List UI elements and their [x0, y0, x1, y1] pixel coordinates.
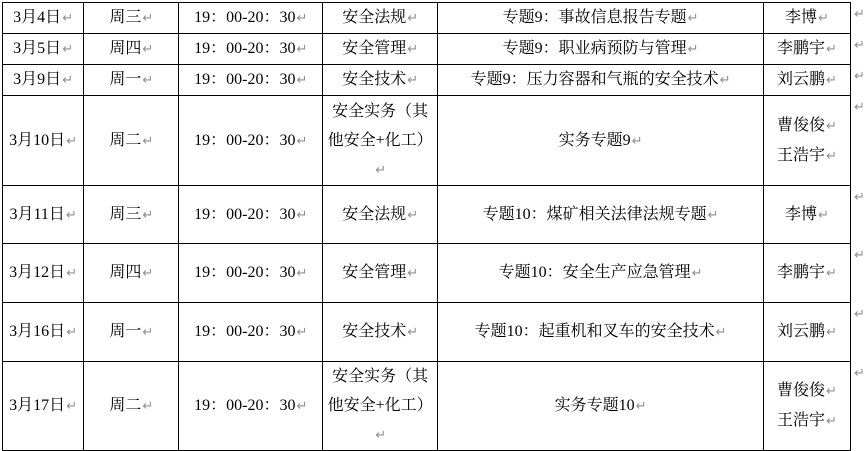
cell-line	[5, 317, 81, 347]
row-end-area	[851, 303, 866, 362]
time-cell	[179, 34, 323, 65]
cell-line	[766, 111, 848, 141]
row-end-area	[851, 362, 866, 451]
cell-text: 李博	[784, 205, 817, 223]
topic-cell	[438, 244, 764, 303]
cell-text: 3月16日	[9, 323, 66, 340]
end-of-cell-mark: ↵	[142, 133, 154, 149]
cell-text: 19：00-20：30	[194, 264, 296, 281]
cell-text: 19：00-20：30	[194, 9, 296, 26]
table-row	[3, 34, 866, 65]
table-row	[3, 3, 866, 34]
teacher-cell	[763, 303, 850, 362]
teacher-cell	[763, 3, 850, 34]
end-of-cell-mark: ↵	[825, 414, 837, 429]
cell-line	[325, 258, 435, 288]
cell-text: 19：00-20：30	[194, 71, 296, 88]
time-cell	[179, 362, 323, 451]
end-of-cell-mark: ↵	[407, 207, 419, 223]
cell-text: 李鹏宇	[776, 40, 825, 57]
date-cell	[3, 96, 84, 186]
weekday-cell	[84, 186, 179, 244]
cell-line	[181, 3, 320, 33]
cell-line	[325, 362, 435, 450]
cell-line	[5, 126, 81, 156]
row-end-area	[851, 34, 866, 65]
cell-text: 专题9：职业病预防与管理	[502, 40, 687, 57]
date-cell	[3, 303, 84, 362]
cell-text: 曹俊俊	[776, 382, 825, 399]
cell-text: 安全管理	[342, 264, 407, 281]
end-of-cell-mark: ↵	[825, 118, 837, 134]
cell-text: 19：00-20：30	[194, 397, 296, 414]
end-of-cell-mark: ↵	[407, 42, 419, 57]
subject-cell	[323, 96, 438, 186]
cell-text: 19：00-20：30	[194, 323, 296, 340]
cell-line	[325, 200, 435, 230]
cell-text: 刘云鹏	[776, 71, 825, 88]
cell-line	[325, 317, 435, 347]
row-end-area	[851, 96, 866, 186]
weekday-cell	[84, 96, 179, 186]
cell-line	[5, 391, 81, 421]
cell-line	[181, 317, 320, 347]
cell-line	[766, 200, 848, 230]
cell-text: 3月17日	[9, 397, 66, 414]
date-cell	[3, 34, 84, 65]
cell-line	[325, 65, 435, 95]
weekday-cell	[84, 244, 179, 303]
cell-text: 周二	[109, 131, 142, 149]
cell-text: 王浩宇	[776, 412, 825, 429]
end-of-cell-mark: ↵	[407, 11, 419, 26]
topic-cell	[438, 3, 764, 34]
time-cell	[179, 244, 323, 303]
topic-cell	[438, 96, 764, 186]
end-of-cell-mark: ↵	[62, 73, 74, 88]
end-of-cell-mark: ↵	[142, 399, 154, 414]
cell-text: 安全技术	[342, 71, 407, 88]
end-of-cell-mark: ↵	[296, 11, 308, 26]
end-of-cell-mark: ↵	[142, 11, 154, 26]
cell-line	[440, 200, 761, 230]
time-cell	[179, 65, 323, 96]
row-end-area	[851, 3, 866, 34]
weekday-cell	[84, 3, 179, 34]
table-row	[3, 244, 866, 303]
cell-line	[86, 34, 176, 64]
end-of-cell-mark: ↵	[375, 162, 387, 178]
end-of-row-mark: ↵	[854, 189, 865, 205]
date-cell	[3, 362, 84, 451]
time-cell	[179, 3, 323, 34]
cell-text: 19：00-20：30	[194, 40, 296, 57]
cell-line	[5, 3, 81, 33]
end-of-cell-mark: ↵	[66, 325, 78, 340]
row-end-area	[851, 65, 866, 96]
cell-line	[440, 65, 761, 95]
cell-text: 李鹏宇	[776, 264, 825, 281]
table-row	[3, 303, 866, 362]
weekday-cell	[84, 65, 179, 96]
cell-line	[86, 391, 176, 421]
cell-text: 专题9：压力容器和气瓶的安全技术	[470, 71, 719, 88]
cell-text: 安全技术	[342, 323, 407, 340]
end-of-cell-mark: ↵	[817, 11, 829, 26]
cell-line	[766, 258, 848, 288]
teacher-cell	[763, 186, 850, 244]
table-row	[3, 65, 866, 96]
cell-text: 曹俊俊	[776, 116, 825, 134]
end-of-cell-mark: ↵	[825, 384, 837, 399]
topic-cell	[438, 65, 764, 96]
cell-line	[86, 3, 176, 33]
cell-text: 3月4日	[13, 9, 62, 26]
cell-line	[440, 34, 761, 64]
cell-text: 安全管理	[342, 40, 407, 57]
cell-text: 安全实务（其他安全+化工）	[327, 368, 433, 414]
end-of-cell-mark: ↵	[62, 42, 74, 57]
cell-line	[86, 317, 176, 347]
end-of-cell-mark: ↵	[707, 207, 719, 223]
topic-cell	[438, 186, 764, 244]
cell-text: 专题10：起重机和叉车的安全技术	[474, 323, 715, 340]
end-of-cell-mark: ↵	[825, 148, 837, 164]
cell-text: 安全法规	[342, 9, 407, 26]
weekday-cell	[84, 34, 179, 65]
end-of-row-mark: ↵	[854, 68, 865, 84]
weekday-cell	[84, 362, 179, 451]
subject-cell	[323, 186, 438, 244]
subject-cell	[323, 362, 438, 451]
end-of-row-mark: ↵	[854, 6, 865, 22]
cell-line	[766, 141, 848, 171]
topic-cell	[438, 362, 764, 451]
subject-cell	[323, 34, 438, 65]
cell-line	[440, 3, 761, 33]
cell-line	[440, 258, 761, 288]
cell-line	[181, 200, 320, 230]
cell-line	[440, 391, 761, 421]
cell-text: 周一	[109, 71, 142, 88]
end-of-cell-mark: ↵	[687, 11, 699, 26]
row-end-area	[851, 186, 866, 244]
cell-text: 周四	[109, 264, 142, 281]
end-of-row-mark: ↵	[854, 306, 865, 322]
cell-line	[766, 65, 848, 95]
end-of-cell-mark: ↵	[825, 42, 837, 57]
end-of-cell-mark: ↵	[817, 207, 829, 223]
cell-line	[181, 391, 320, 421]
row-end-area	[851, 244, 866, 303]
cell-text: 周一	[109, 323, 142, 340]
end-of-cell-mark: ↵	[142, 42, 154, 57]
cell-text: 19：00-20：30	[194, 131, 296, 149]
cell-line	[86, 258, 176, 288]
end-of-cell-mark: ↵	[631, 133, 643, 149]
cell-text: 实务专题10	[554, 397, 635, 414]
end-of-cell-mark: ↵	[296, 207, 308, 223]
cell-text: 周三	[109, 205, 142, 223]
cell-line	[440, 317, 761, 347]
end-of-row-mark: ↵	[854, 365, 865, 381]
end-of-cell-mark: ↵	[375, 428, 387, 443]
cell-text: 专题9：事故信息报告专题	[502, 9, 687, 26]
date-cell	[3, 65, 84, 96]
subject-cell	[323, 244, 438, 303]
cell-text: 周三	[109, 9, 142, 26]
cell-text: 3月5日	[13, 40, 62, 57]
end-of-cell-mark: ↵	[142, 73, 154, 88]
end-of-cell-mark: ↵	[296, 266, 308, 281]
table-row	[3, 96, 866, 186]
cell-line	[325, 34, 435, 64]
teacher-cell	[763, 34, 850, 65]
date-cell	[3, 3, 84, 34]
course-schedule-table	[2, 2, 866, 451]
end-of-cell-mark: ↵	[825, 73, 837, 88]
cell-text: 19：00-20：30	[194, 205, 296, 223]
date-cell	[3, 186, 84, 244]
cell-text: 王浩宇	[776, 146, 825, 164]
cell-text: 专题10：煤矿相关法律法规专题	[482, 205, 707, 223]
cell-line	[5, 258, 81, 288]
end-of-cell-mark: ↵	[142, 266, 154, 281]
cell-line	[766, 3, 848, 33]
subject-cell	[323, 65, 438, 96]
end-of-cell-mark: ↵	[142, 207, 154, 223]
cell-line	[181, 34, 320, 64]
end-of-cell-mark: ↵	[687, 42, 699, 57]
cell-line	[766, 34, 848, 64]
time-cell	[179, 303, 323, 362]
end-of-cell-mark: ↵	[142, 325, 154, 340]
cell-text: 专题10：安全生产应急管理	[498, 264, 691, 281]
end-of-cell-mark: ↵	[719, 73, 731, 88]
end-of-cell-mark: ↵	[296, 73, 308, 88]
end-of-cell-mark: ↵	[66, 266, 78, 281]
cell-line	[5, 65, 81, 95]
end-of-cell-mark: ↵	[635, 399, 647, 414]
cell-line	[86, 200, 176, 230]
end-of-cell-mark: ↵	[66, 133, 78, 149]
end-of-row-mark: ↵	[854, 247, 865, 263]
end-of-cell-mark: ↵	[296, 42, 308, 57]
cell-text: 实务专题9	[558, 131, 631, 149]
end-of-cell-mark: ↵	[296, 325, 308, 340]
cell-text: 安全实务（其他安全+化工）	[327, 102, 433, 149]
cell-line	[5, 200, 81, 230]
cell-line	[766, 317, 848, 347]
end-of-cell-mark: ↵	[62, 11, 74, 26]
teacher-cell	[763, 362, 850, 451]
end-of-cell-mark: ↵	[65, 207, 77, 223]
cell-line	[325, 3, 435, 33]
schedule-rows	[3, 3, 866, 451]
end-of-cell-mark: ↵	[407, 73, 419, 88]
teacher-cell	[763, 96, 850, 186]
end-of-cell-mark: ↵	[407, 266, 419, 281]
cell-line	[325, 97, 435, 185]
end-of-cell-mark: ↵	[691, 266, 703, 281]
time-cell	[179, 96, 323, 186]
cell-text: 3月12日	[9, 264, 66, 281]
teacher-cell	[763, 65, 850, 96]
subject-cell	[323, 303, 438, 362]
cell-line	[86, 65, 176, 95]
table-row	[3, 362, 866, 451]
topic-cell	[438, 303, 764, 362]
time-cell	[179, 186, 323, 244]
cell-line	[5, 34, 81, 64]
date-cell	[3, 244, 84, 303]
end-of-cell-mark: ↵	[296, 133, 308, 149]
end-of-cell-mark: ↵	[66, 399, 78, 414]
end-of-row-mark: ↵	[854, 99, 865, 115]
cell-text: 刘云鹏	[776, 323, 825, 340]
end-of-cell-mark: ↵	[715, 325, 727, 340]
end-of-cell-mark: ↵	[825, 266, 837, 281]
end-of-cell-mark: ↵	[296, 399, 308, 414]
end-of-row-mark: ↵	[854, 37, 865, 53]
end-of-cell-mark: ↵	[407, 325, 419, 340]
cell-text: 3月9日	[13, 71, 62, 88]
subject-cell	[323, 3, 438, 34]
cell-text: 周四	[109, 40, 142, 57]
cell-text: 3月10日	[9, 131, 66, 149]
cell-line	[181, 65, 320, 95]
cell-line	[86, 126, 176, 156]
topic-cell	[438, 34, 764, 65]
end-of-cell-mark: ↵	[825, 325, 837, 340]
cell-line	[181, 258, 320, 288]
cell-text: 周二	[109, 397, 142, 414]
cell-line	[440, 126, 761, 156]
cell-line	[766, 406, 848, 436]
cell-line	[181, 126, 320, 156]
cell-text: 3月11日	[9, 205, 65, 223]
cell-text: 李博	[784, 9, 817, 26]
cell-line	[766, 376, 848, 406]
weekday-cell	[84, 303, 179, 362]
table-row	[3, 186, 866, 244]
teacher-cell	[763, 244, 850, 303]
cell-text: 安全法规	[342, 205, 407, 223]
